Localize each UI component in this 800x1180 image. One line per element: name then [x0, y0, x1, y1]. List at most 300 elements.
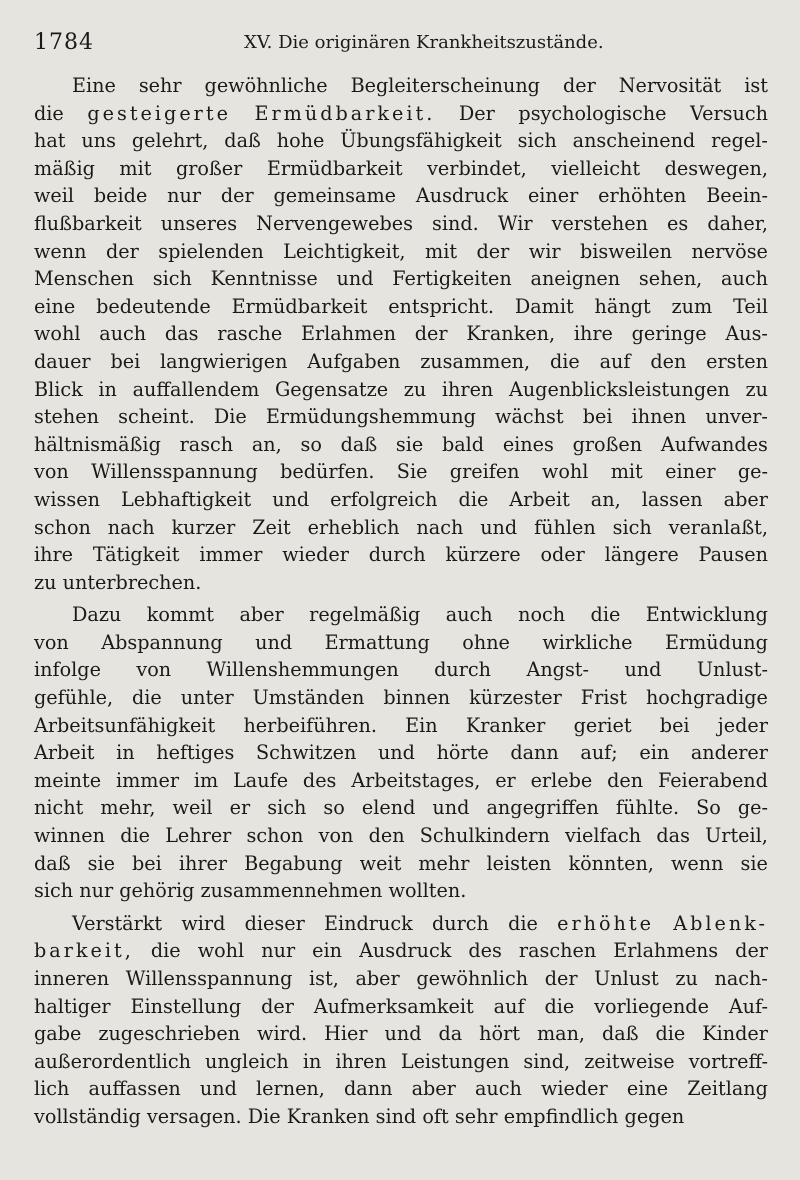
running-title: XV. Die originären Krankheitszustände. — [244, 32, 604, 53]
word: wissen — [34, 487, 100, 511]
word: Übungsfähigkeit — [340, 129, 502, 153]
word: Tätigkeit — [92, 543, 180, 567]
word: ersten — [706, 349, 768, 373]
text-line — [34, 238, 768, 266]
text-line — [34, 348, 768, 376]
text-line — [34, 877, 768, 905]
word: gabe — [34, 1022, 82, 1046]
word: die — [132, 686, 162, 710]
word: an, — [590, 487, 621, 511]
page-number: 1784 — [34, 30, 94, 55]
word: in — [98, 377, 117, 401]
word: herbeiführen. — [243, 713, 377, 737]
word: dieser — [244, 911, 305, 935]
word: vorliegende — [594, 994, 709, 1018]
word: die — [549, 349, 580, 373]
word: Der — [458, 101, 495, 125]
word: Menschen — [34, 267, 135, 291]
word: so — [300, 432, 322, 456]
word: auch — [474, 1077, 522, 1101]
word: sie — [740, 851, 768, 875]
word: wirkliche — [542, 630, 633, 654]
word: wieder — [540, 1077, 608, 1101]
text-line — [34, 210, 768, 238]
word: Willensspannung — [91, 460, 258, 484]
word: sehen, — [638, 267, 703, 291]
word: beide — [93, 184, 148, 208]
word: weil — [172, 796, 213, 820]
word: Gegensatze — [274, 377, 389, 401]
word: kurzer — [171, 515, 236, 539]
word: gewöhnliche — [204, 74, 328, 97]
word: der — [476, 239, 510, 263]
word: der — [220, 184, 254, 208]
word: Ermüdbarkeit — [266, 156, 403, 180]
word: es — [667, 211, 689, 235]
word: Fertigkeiten — [392, 267, 512, 291]
word: die — [458, 487, 489, 511]
text-line — [34, 850, 768, 878]
text-line — [34, 656, 768, 684]
word: der — [562, 74, 596, 97]
word: könnten, — [568, 851, 654, 875]
word: daher, — [707, 211, 768, 235]
word: und — [624, 658, 662, 682]
word: man, — [536, 1022, 586, 1046]
word: lassen — [641, 487, 703, 511]
word: ihnen — [631, 405, 687, 429]
word: Laufe — [233, 768, 289, 792]
word: Umständen — [252, 686, 365, 710]
word: und — [377, 741, 415, 765]
word: nach — [107, 515, 155, 539]
word: Unlust — [594, 967, 659, 990]
word: bei — [659, 713, 690, 737]
word: Leichtigkeit, — [283, 239, 406, 263]
word: Nervosität — [618, 74, 722, 97]
word: vielleicht — [551, 156, 641, 180]
word: ihrer — [178, 851, 228, 875]
word: erlebe — [530, 768, 593, 792]
word: Nervengewebes — [256, 211, 413, 235]
word: Aufgaben — [307, 349, 401, 373]
word: von — [34, 460, 69, 484]
word: der — [544, 967, 578, 990]
word: Lebhaftigkeit — [120, 487, 252, 511]
text-line — [34, 320, 768, 348]
word: ungleich — [205, 1049, 289, 1073]
text-line — [34, 182, 768, 210]
word: aber — [723, 487, 768, 511]
word: wird. — [257, 1022, 308, 1046]
word: gegen — [624, 1104, 685, 1128]
word: meinte — [34, 768, 102, 792]
word: Arbeitstages, — [351, 768, 481, 792]
word: geringe — [631, 322, 707, 346]
word: gehörig — [119, 879, 195, 903]
word: im — [193, 768, 219, 792]
word: deswegen, — [664, 156, 768, 180]
word: von — [136, 658, 172, 682]
word: Begabung — [244, 851, 343, 875]
word: erhöhte — [557, 911, 654, 935]
word: wohl — [34, 322, 81, 346]
word: sich — [517, 129, 557, 153]
word: ihre — [573, 322, 613, 346]
word: Hier — [324, 1022, 368, 1046]
word: und — [384, 1022, 422, 1046]
text-line — [34, 712, 768, 740]
word: Sie — [396, 460, 428, 484]
word: zum — [671, 294, 713, 318]
word: daß — [34, 851, 71, 875]
word: Wir — [497, 211, 533, 235]
word: erhöhten — [598, 184, 687, 208]
word: bisweilen — [579, 239, 672, 263]
word: außerordentlich — [34, 1049, 191, 1073]
word: die — [120, 824, 150, 848]
word: rasche — [217, 322, 283, 346]
word: ihren — [441, 377, 494, 401]
word: der — [414, 322, 448, 346]
word: oder — [540, 543, 585, 567]
word: Ausdruck — [415, 184, 509, 208]
word: die — [508, 911, 538, 935]
word: hochgradige — [645, 686, 768, 710]
word: lich — [34, 1077, 70, 1101]
word: Schulkindern — [419, 824, 550, 848]
text-line — [34, 514, 768, 542]
word: Pausen — [698, 543, 768, 567]
word: so — [323, 796, 345, 820]
text-line — [34, 376, 768, 404]
word: jeder — [717, 713, 768, 737]
word: vortreff- — [688, 1049, 768, 1073]
word: bedürfen. — [280, 460, 375, 484]
word: auf — [599, 349, 631, 373]
word: zugeschrieben — [98, 1022, 241, 1046]
word: daß — [340, 432, 378, 456]
text-line — [34, 601, 768, 629]
word: wächst — [495, 405, 564, 429]
word: Eine — [72, 74, 116, 97]
word: Ermüdungshemmung — [265, 405, 476, 429]
word: Ermüdbarkeit. — [254, 101, 436, 125]
word: in — [302, 1049, 322, 1073]
word: aber — [411, 1077, 456, 1101]
word: Die — [247, 1104, 281, 1128]
word: Damit — [514, 294, 574, 318]
word: auch — [99, 322, 147, 346]
word: ihren — [335, 1049, 387, 1073]
word: flußbarkeit — [34, 211, 142, 235]
word: leisten — [486, 851, 552, 875]
word: auf; — [580, 741, 618, 765]
word: und — [480, 515, 518, 539]
word: von — [318, 824, 354, 848]
word: Ermattung — [324, 630, 430, 654]
word: eine — [626, 1077, 669, 1101]
text-line — [34, 541, 768, 569]
word: sind — [375, 1104, 417, 1128]
word: weit — [359, 851, 402, 875]
word: von — [34, 630, 69, 654]
word: Einstellung — [130, 994, 242, 1018]
word: sie — [395, 432, 424, 456]
word: Entwicklung — [645, 603, 768, 627]
word: oft — [422, 1104, 449, 1128]
word: aneignen — [530, 267, 621, 291]
word: hängt — [594, 294, 651, 318]
text-line — [34, 1075, 768, 1103]
word: Frist — [580, 686, 627, 710]
word: eines — [502, 432, 554, 456]
word: kommt — [146, 603, 215, 627]
word: die — [544, 994, 575, 1018]
word: uns — [81, 129, 116, 153]
word: Erlahmens — [613, 939, 719, 963]
word: Begleiterscheinung — [350, 74, 540, 97]
word: ihre — [34, 543, 74, 567]
text-line — [34, 767, 768, 795]
word: Kranker — [465, 713, 546, 737]
word: Aus- — [725, 322, 768, 346]
text-line — [34, 910, 768, 938]
word: Ein — [405, 713, 438, 737]
word: sind, — [523, 1049, 571, 1073]
word: den — [607, 768, 644, 792]
word: der — [735, 939, 768, 963]
word: den — [650, 349, 687, 373]
word: dann — [510, 741, 559, 765]
word: an, — [251, 432, 282, 456]
word: ist, — [309, 967, 339, 990]
word: So — [696, 796, 721, 820]
text-line — [34, 993, 768, 1021]
word: und — [272, 487, 310, 511]
word: unter — [180, 686, 234, 710]
word: sie — [87, 851, 115, 875]
word: wieder — [282, 543, 349, 567]
word: infolge — [34, 658, 101, 682]
word: sich — [34, 879, 74, 903]
word: dann — [344, 1077, 393, 1101]
word: Augenblicksleistungen — [508, 377, 730, 401]
word: versagen. — [146, 1104, 242, 1128]
word: regelmäßig — [309, 603, 421, 627]
word: nach — [416, 515, 464, 539]
word: bald — [441, 432, 485, 456]
text-line — [34, 965, 768, 993]
word: veranlaßt, — [668, 515, 768, 539]
word: schon — [34, 515, 91, 539]
word: schon — [246, 824, 304, 848]
paragraph — [34, 910, 768, 1131]
word: wenn — [34, 239, 87, 263]
word: Aufwandes — [660, 432, 768, 456]
word: mit — [610, 460, 643, 484]
word: mäßig — [34, 156, 95, 180]
word: geriet — [573, 713, 632, 737]
word: die — [150, 939, 181, 963]
text-line — [34, 403, 768, 431]
word: verstehen — [551, 211, 648, 235]
word: Eindruck — [324, 911, 413, 935]
text-line — [34, 72, 768, 100]
word: nach- — [714, 967, 768, 990]
word: ohne — [462, 630, 510, 654]
word: wohl — [541, 460, 589, 484]
word: unterbrechen. — [62, 570, 202, 594]
word: anderer — [690, 741, 768, 765]
text-line — [34, 1020, 768, 1048]
word: zu — [745, 377, 768, 401]
word: regel- — [711, 129, 768, 153]
word: wenn — [670, 851, 724, 875]
word: sind. — [432, 211, 479, 235]
word: Ermüdbarkeit — [231, 294, 368, 318]
word: Unlust- — [696, 658, 768, 682]
word: sehr — [454, 1104, 498, 1128]
word: ist — [744, 74, 768, 97]
word: in — [116, 741, 135, 765]
word: bei — [582, 405, 613, 429]
word: Kinder — [702, 1022, 768, 1046]
word: wird — [181, 911, 226, 935]
word: er — [495, 768, 516, 792]
word: des — [302, 768, 337, 792]
word: hört — [479, 1022, 520, 1046]
word: greifen — [449, 460, 520, 484]
word: immer — [199, 543, 263, 567]
word: entspricht. — [388, 294, 494, 318]
word: noch — [518, 603, 566, 627]
word: Feierabend — [657, 768, 768, 792]
word: gemeinsame — [273, 184, 397, 208]
word: nur — [167, 184, 202, 208]
word: auch — [445, 603, 493, 627]
word: und — [336, 267, 374, 291]
word: barkeit, — [34, 939, 134, 963]
word: mit — [119, 156, 152, 180]
word: Leistungen — [400, 1049, 510, 1073]
word: lernen, — [256, 1077, 325, 1101]
word: scheint. — [118, 405, 195, 429]
word: fühlen — [534, 515, 596, 539]
word: unseres — [160, 211, 238, 235]
text-line — [34, 569, 768, 597]
word: Ermüdung — [664, 630, 768, 654]
word: verbindet, — [427, 156, 527, 180]
text-line — [34, 794, 768, 822]
word: bei — [110, 349, 141, 373]
word: Angst- — [526, 658, 590, 682]
word: elend — [361, 796, 416, 820]
word: mit — [425, 239, 458, 263]
word: Ablenk- — [673, 911, 768, 935]
word: und — [255, 630, 293, 654]
word: Ausdruck — [359, 939, 452, 963]
word: winnen — [34, 824, 105, 848]
word: und — [432, 796, 470, 820]
word: auch — [721, 267, 768, 291]
word: raschen — [518, 939, 597, 963]
word: Lehrer — [165, 824, 232, 848]
word: nur — [261, 939, 296, 963]
word: zeitweise — [584, 1049, 675, 1073]
word: gesteigerte — [87, 101, 231, 125]
word: den — [368, 824, 405, 848]
word: Urteil, — [705, 824, 768, 848]
word: das — [656, 824, 690, 848]
word: Zeitlang — [687, 1077, 768, 1101]
word: ge- — [737, 796, 768, 820]
word: hat — [34, 129, 66, 153]
word: vollständig — [34, 1104, 141, 1128]
text-line — [34, 937, 768, 965]
word: eine — [34, 294, 76, 318]
word: zusammen, — [420, 349, 531, 373]
word: großer — [175, 156, 243, 180]
word: auffassen — [88, 1077, 181, 1101]
word: empfindlich — [503, 1104, 619, 1128]
word: langwierigen — [160, 349, 288, 373]
word: sich — [152, 267, 192, 291]
word: dauer — [34, 349, 91, 373]
word: zu — [675, 967, 698, 990]
text-line — [34, 155, 768, 183]
word: einer — [527, 184, 579, 208]
text-line — [34, 1048, 768, 1076]
word: Schwitzen — [256, 741, 357, 765]
text-line — [34, 265, 768, 293]
text-line — [34, 1103, 768, 1131]
word: hohe — [276, 129, 325, 153]
word: anscheinend — [572, 129, 696, 153]
text-line — [34, 100, 768, 128]
word: zu — [34, 570, 57, 594]
word: inneren — [34, 967, 110, 990]
text-line — [34, 486, 768, 514]
word: erheblich — [307, 515, 400, 539]
word: ein — [639, 741, 670, 765]
word: binnen — [383, 686, 451, 710]
word: und — [199, 1077, 237, 1101]
word: aber — [239, 603, 284, 627]
word: durch — [434, 658, 492, 682]
word: gewöhnlich — [416, 967, 529, 990]
text-line — [34, 293, 768, 321]
word: der — [261, 994, 294, 1018]
word: er — [229, 796, 251, 820]
word: weil — [34, 184, 75, 208]
word: Kranken — [286, 1104, 370, 1128]
word: die — [590, 603, 621, 627]
word: vielfach — [565, 824, 642, 848]
text-line — [34, 431, 768, 459]
word: stehen — [34, 405, 99, 429]
word: unver- — [705, 405, 768, 429]
word: rasch — [179, 432, 234, 456]
word: die — [655, 1022, 686, 1046]
word: nicht — [34, 796, 84, 820]
word: Arbeitsunfähigkeit — [34, 713, 216, 737]
word: hörte — [436, 741, 489, 765]
paragraph — [34, 72, 768, 596]
word: Kranken, — [466, 322, 556, 346]
text-line — [34, 127, 768, 155]
word: sich — [612, 515, 652, 539]
